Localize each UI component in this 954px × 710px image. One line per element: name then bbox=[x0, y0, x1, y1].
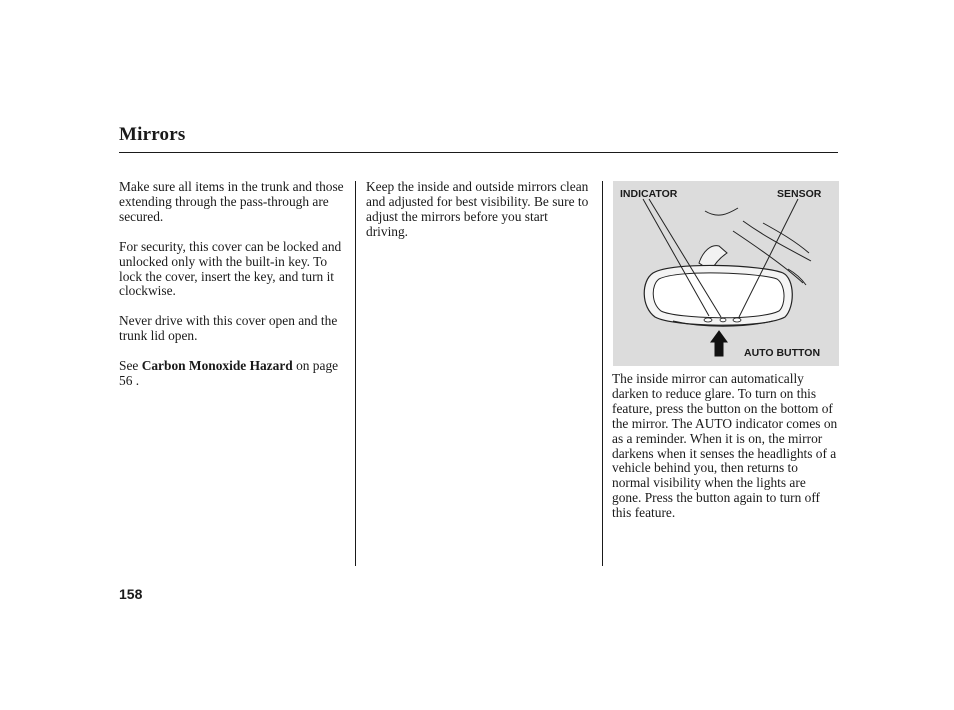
indicator-label: INDICATOR bbox=[620, 188, 678, 200]
column-3 bbox=[612, 372, 838, 521]
paragraph: Make sure all items in the trunk and those extending through the pass-through are secured. bbox=[119, 179, 344, 224]
title-divider bbox=[119, 152, 838, 153]
page-number: 158 bbox=[119, 586, 143, 602]
sensor-label: SENSOR bbox=[777, 188, 822, 200]
column-2 bbox=[366, 180, 592, 240]
column-divider-2 bbox=[602, 181, 603, 566]
reference-prefix: See bbox=[119, 358, 142, 374]
page-title: Mirrors bbox=[119, 124, 186, 145]
column-divider-1 bbox=[355, 181, 356, 566]
cross-reference bbox=[119, 359, 347, 389]
paragraph: For security, this cover can be locked and unlocked only with the built-in key. To lock the cover, insert the key, and turn it clockwise. bbox=[119, 238, 342, 299]
paragraph: Never drive with this cover open and the trunk lid open. bbox=[119, 313, 338, 344]
auto-button-label: AUTO BUTTON bbox=[744, 347, 821, 359]
up-arrow-icon bbox=[711, 331, 727, 356]
mirror-figure bbox=[613, 181, 839, 366]
rearview-mirror-illustration bbox=[613, 181, 839, 366]
reference-link[interactable]: Carbon Monoxide Hazard bbox=[141, 358, 293, 374]
column-1 bbox=[119, 180, 347, 389]
paragraph: Keep the inside and outside mirrors clean and adjusted for best visibility. Be sure to adjust the mirrors before you start driving. bbox=[366, 179, 589, 239]
reference-suffix: on page 56 . bbox=[119, 358, 339, 389]
paragraph: The inside mirror can automatically darken to reduce glare. To turn on this feature, press the button on the bottom of the mirror. The AUTO indicator comes on as a reminder. When it is on, the mirror darkens when it senses the headlights of a vehicle behind you, then returns to normal visibility when the lights are gone. Press the button again to turn off this feature. bbox=[612, 371, 838, 521]
